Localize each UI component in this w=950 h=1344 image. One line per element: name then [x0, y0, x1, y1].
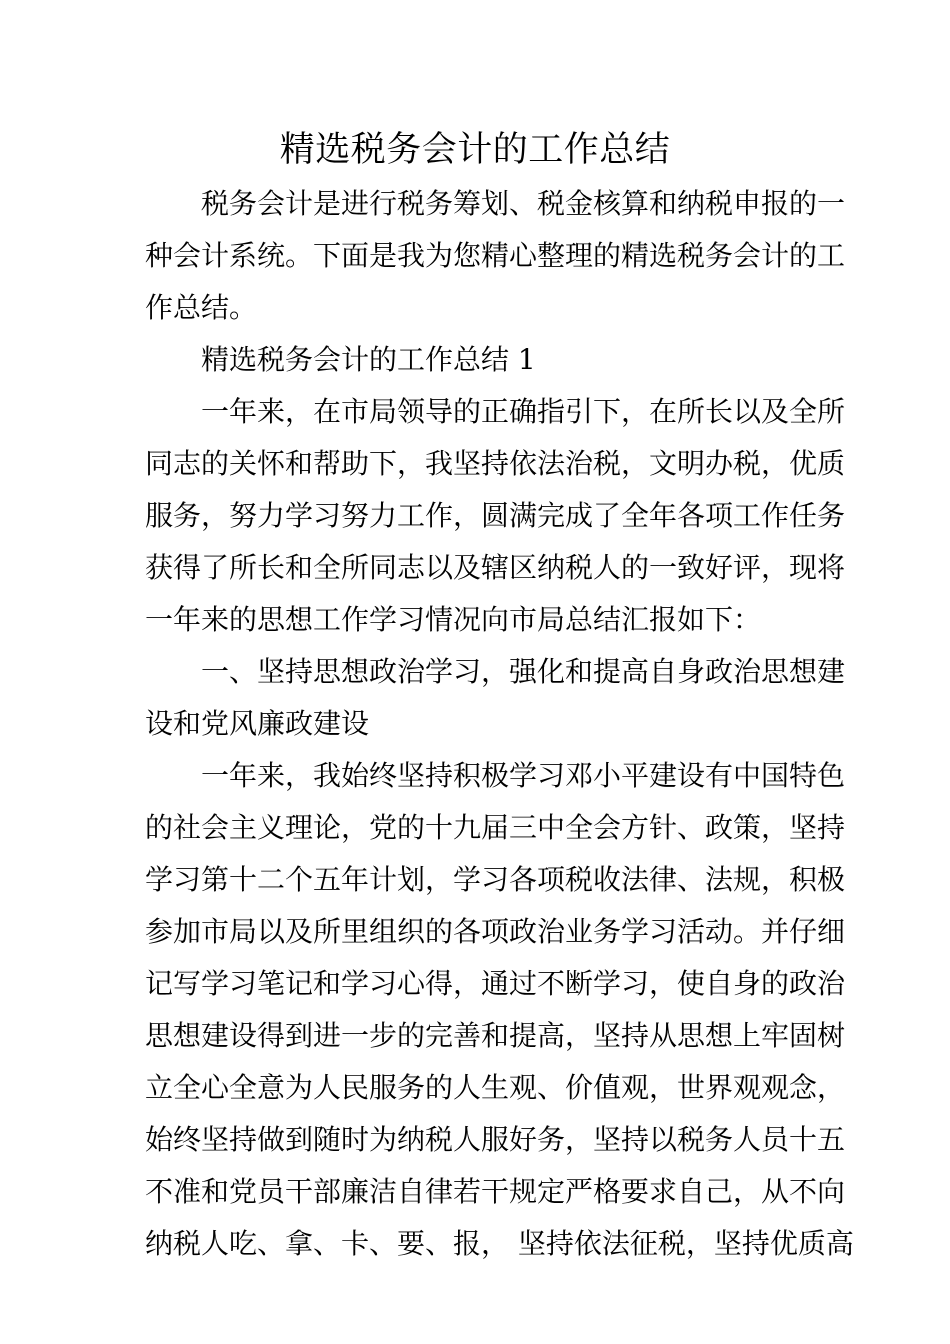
paragraph-line: 作总结。 [145, 291, 258, 324]
paragraph-line: 学习第十二个五年计划，学习各项税收法律、法规，积极 [145, 863, 846, 896]
paragraph-line: 服务，努力学习努力工作，圆满完成了全年各项工作任务 [145, 499, 846, 532]
paragraph-line: 记写学习笔记和学习心得，通过不断学习，使自身的政治 [145, 967, 846, 1000]
paragraph-intro [145, 178, 846, 334]
paragraph-line: 的社会主义理论，党的十九届三中全会方针、政策，坚持 [145, 811, 846, 844]
paragraph-line: 一年来，在市局领导的正确指引下，在所长以及全所 [201, 395, 846, 428]
paragraph-study [145, 750, 854, 1270]
paragraph-line: 获得了所长和全所同志以及辖区纳税人的一致好评，现将 [145, 551, 846, 584]
paragraph-line: 思想建设得到进一步的完善和提高，坚持从思想上牢固树 [145, 1019, 846, 1052]
paragraph-line: 种会计系统。下面是我为您精心整理的精选税务会计的工 [145, 239, 846, 272]
paragraph-line: 一年来的思想工作学习情况向市局总结汇报如下： [145, 603, 762, 636]
paragraph-line: 同志的关怀和帮助下，我坚持依法治税，文明办税，优质 [145, 447, 846, 480]
paragraph-line: 纳税人吃、拿、卡、要、报， 坚持依法征税，坚持优质高 [145, 1227, 854, 1260]
paragraph-line: 税务会计是进行税务筹划、税金核算和纳税申报的一 [201, 187, 846, 220]
document-body [145, 178, 854, 1270]
document-title: 精选税务会计的工作总结 [279, 130, 671, 170]
paragraph-line: 不准和党员干部廉洁自律若干规定严格要求自己，从不向 [145, 1175, 846, 1208]
paragraph-line: 立全心全意为人民服务的人生观、价值观，世界观观念， [145, 1071, 846, 1104]
paragraph-line: 精选税务会计的工作总结 1 [201, 343, 536, 376]
paragraph-line: 一年来，我始终坚持积极学习邓小平建设有中国特色 [201, 759, 846, 792]
paragraph-overview [145, 386, 846, 646]
section-heading [145, 334, 807, 386]
paragraph-line: 参加市局以及所里组织的各项政治业务学习活动。并仔细 [145, 915, 846, 948]
paragraph-line: 设和党风廉政建设 [145, 707, 370, 740]
paragraph-line: 一、坚持思想政治学习，强化和提高自身政治思想建 [201, 655, 846, 688]
subsection-heading [145, 646, 846, 750]
paragraph-line: 始终坚持做到随时为纳税人服好务，坚持以税务人员十五 [145, 1123, 846, 1156]
